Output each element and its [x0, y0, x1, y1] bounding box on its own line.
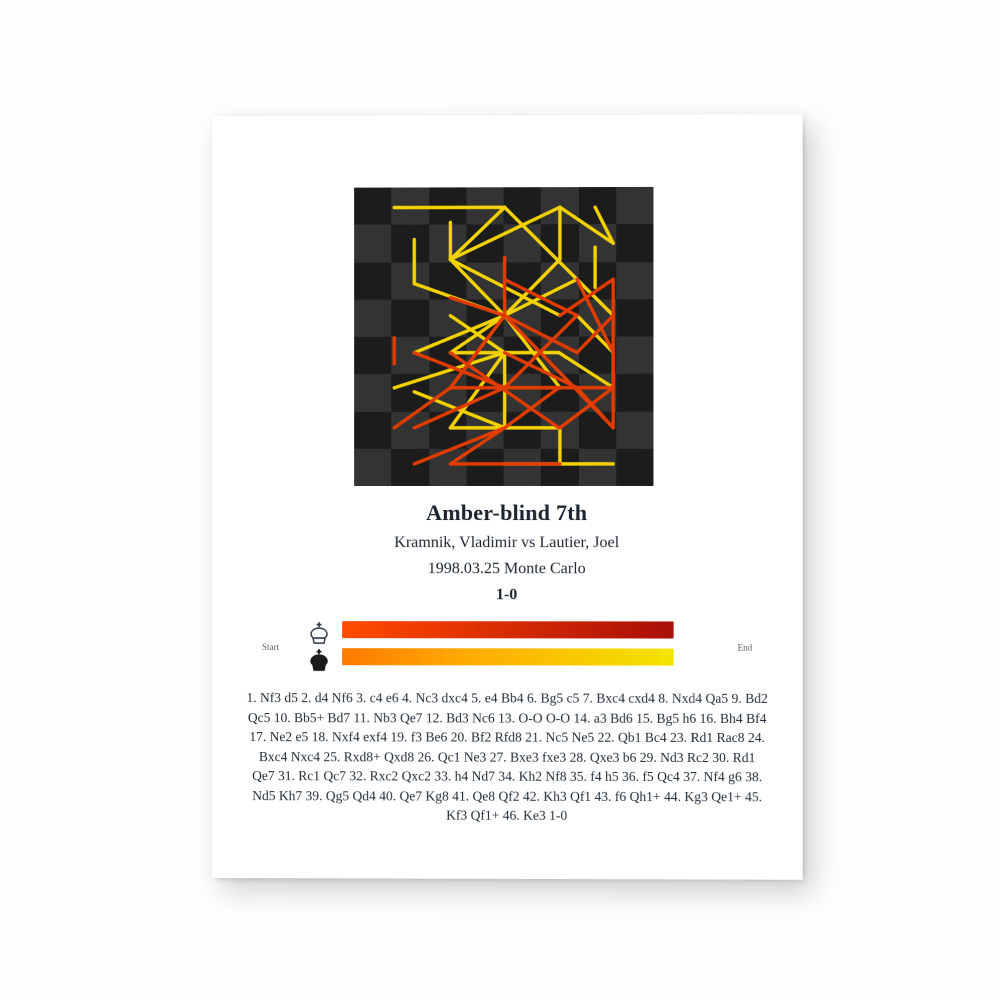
- color-legend: [260, 616, 754, 679]
- black-king-icon: [311, 649, 327, 670]
- black-gradient-bar: [342, 648, 674, 665]
- white-gradient-bar: [342, 621, 674, 638]
- legend-end-label: End: [737, 642, 753, 653]
- king-icons-group: [304, 620, 334, 674]
- poster-title: Amber-blind 7th: [426, 500, 588, 526]
- poster-players: Kramnik, Vladimir vs Lautier, Joel: [394, 534, 620, 552]
- white-king-icon: [311, 622, 327, 643]
- poster-result: 1-0: [495, 586, 518, 604]
- chess-board-artwork: [354, 187, 653, 486]
- move-traces: [354, 187, 653, 486]
- poster-event: 1998.03.25 Monte Carlo: [427, 560, 586, 578]
- chess-poster: [212, 114, 803, 880]
- legend-start-label: Start: [262, 642, 280, 653]
- move-list: 1. Nf3 d5 2. d4 Nf6 3. c4 e6 4. Nc3 dxc4 5. e4 Bb4 6. Bg5 c5 7. Bxc4 cxd4 8. Nxd4 Qa5 9. Bd2 Qc5 10. Bb5+ Bd7 11. Nb3 Qe7 12. Bd3 Nc6 13. O-O O-O 14. a3 Bd6 15. Bg5 h6 16. Bh4 Bf4 17. Ne2 e5 18. Nxf4 exf4 19. f3 Be6 20. Bf2 Rfd8 21. Nc5 Ne5 22. Qb1 Bc4 23. Rd1 Rac8 24. Bxc4 Nxc4 25. Rxd8+ Qxd8 26. Qc1 Ne3 27. Bxe3 fxe3 28. Qxe3 b6 29. Nd3 Rc2 30. Rd1 Qe7 31. Rc1 Qc7 32. Rxc2 Qxc2 33. h4 Nd7 34. Kh2 Nf8 35. f4 h5 36. f5 Qc4 37. Nf4 g6 38. Nd5 Kh7 39. Qg5 Qd4 40. Qe7 Kg8 41. Qe8 Qf2 42. Kh3 Qf1 43. f6 Qh1+ 44. Kg3 Qe1+ 45. Kf3 Qf1+ 46. Ke3 1-0: [246, 690, 768, 823]
